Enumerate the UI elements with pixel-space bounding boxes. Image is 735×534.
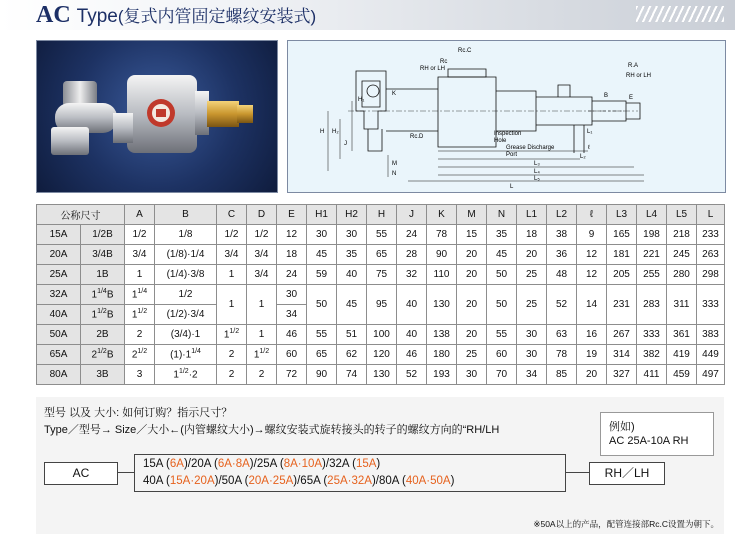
cell-d: 3/4 <box>247 265 277 285</box>
size-inch: 2B <box>81 325 125 345</box>
cell-l1: 25 <box>517 285 547 325</box>
size-mm: 65A <box>37 345 81 365</box>
outer-size-text: )/80A ( <box>371 475 406 487</box>
table-header-row <box>37 205 725 225</box>
cell-j: 32 <box>397 265 427 285</box>
cell-l5: 361 <box>667 325 697 345</box>
cell-l5: 245 <box>667 245 697 265</box>
cell-j: 24 <box>397 225 427 245</box>
col-header: L3 <box>607 205 637 225</box>
cell-l2: 63 <box>547 325 577 345</box>
label-m: M <box>392 161 397 167</box>
cell-l2: 48 <box>547 265 577 285</box>
cell-d: 3/4 <box>247 245 277 265</box>
label-ra: R.A <box>628 63 639 69</box>
cell-a <box>125 285 155 305</box>
cell-m: 20 <box>457 265 487 285</box>
col-header: J <box>397 205 427 225</box>
label-h: H <box>320 129 325 135</box>
cell-n: 55 <box>487 325 517 345</box>
label-l1: L₁ <box>587 129 593 135</box>
cell-a: 3/4 <box>125 245 155 265</box>
example-value: AC 25A-10A RH <box>609 435 689 447</box>
size-mm: 25A <box>37 265 81 285</box>
col-header: C <box>217 205 247 225</box>
cell-l3: 181 <box>607 245 637 265</box>
cell-d <box>247 345 277 365</box>
a-whole: 1 <box>131 289 138 301</box>
cell-h2: 35 <box>337 245 367 265</box>
a-fraction: 1/2 <box>137 308 148 316</box>
cell-l3: 327 <box>607 365 637 385</box>
table-row <box>37 245 725 265</box>
cell-l3: 205 <box>607 265 637 285</box>
size-options-line-1 <box>143 458 380 470</box>
type-box: AC <box>44 462 118 485</box>
cell-m: 30 <box>457 365 487 385</box>
label-j: J <box>344 141 347 147</box>
cell-k: 138 <box>427 325 457 345</box>
dimension-drawing <box>287 40 726 193</box>
col-header: N <box>487 205 517 225</box>
col-header: L1 <box>517 205 547 225</box>
cell-h1: 45 <box>307 245 337 265</box>
size-inch <box>81 285 125 305</box>
example-title: 例如) <box>609 421 635 433</box>
size-mm: 40A <box>37 305 81 325</box>
inch-whole: 2 <box>91 349 98 361</box>
cell-l2: 36 <box>547 245 577 265</box>
cell-h: 130 <box>367 365 397 385</box>
cell-j: 40 <box>397 325 427 345</box>
inch-fraction: 1/2 <box>97 348 107 356</box>
cell-h1: 90 <box>307 365 337 385</box>
label-grease: Grease Discharge <box>506 145 555 151</box>
col-header: H2 <box>337 205 367 225</box>
cell-b: 1/2 <box>155 285 217 305</box>
col-header: L4 <box>637 205 667 225</box>
cell-m: 25 <box>457 345 487 365</box>
technical-drawing <box>288 41 725 192</box>
inner-thread-size: 15A <box>355 458 377 470</box>
cell-ell: 20 <box>577 365 607 385</box>
b-whole: 1 <box>173 369 179 381</box>
dimension-table <box>36 204 725 385</box>
inner-thread-size: 20A·25A <box>248 475 294 487</box>
inch-fraction: 1/4 <box>97 288 107 296</box>
header-bar <box>0 0 735 30</box>
connector-line <box>117 472 134 473</box>
cell-e: 30 <box>277 285 307 305</box>
cell-l3: 314 <box>607 345 637 365</box>
d-fraction: 1/2 <box>259 348 270 356</box>
cell-h: 120 <box>367 345 397 365</box>
size-mm: 50A <box>37 325 81 345</box>
cell-l5: 280 <box>667 265 697 285</box>
cell-l: 298 <box>697 265 725 285</box>
cell-ell: 16 <box>577 325 607 345</box>
cell-c: 1/2 <box>217 225 247 245</box>
label-l5: L₅ <box>534 176 540 182</box>
cell-b: (1/8)·1/4 <box>155 245 217 265</box>
cell-b: (1/4)·3/8 <box>155 265 217 285</box>
size-mm: 15A <box>37 225 81 245</box>
cell-n: 50 <box>487 285 517 325</box>
cell-j: 40 <box>397 285 427 325</box>
cell-k: 90 <box>427 245 457 265</box>
col-header: A <box>125 205 155 225</box>
title-model: AC <box>36 2 71 28</box>
cell-a: 1 <box>125 265 155 285</box>
inch-whole: 1 <box>91 289 98 301</box>
cell-l1: 30 <box>517 345 547 365</box>
label-l3: L₃ <box>534 161 540 167</box>
col-header: ℓ <box>577 205 607 225</box>
outer-size-text: 15A ( <box>143 458 170 470</box>
cell-n: 35 <box>487 225 517 245</box>
col-header: M <box>457 205 487 225</box>
cell-j: 46 <box>397 345 427 365</box>
cell-n: 45 <box>487 245 517 265</box>
cell-l2: 52 <box>547 285 577 325</box>
page-title <box>36 2 316 29</box>
cell-e: 46 <box>277 325 307 345</box>
cell-l4: 411 <box>637 365 667 385</box>
table-row <box>37 345 725 365</box>
b-fraction: 1/2 <box>178 368 189 376</box>
cell-l4: 382 <box>637 345 667 365</box>
cell-k: 78 <box>427 225 457 245</box>
cell-a: 2 <box>125 325 155 345</box>
product-photo <box>36 40 278 193</box>
cell-l2: 78 <box>547 345 577 365</box>
label-inspection: Inspection <box>494 131 522 137</box>
cell-h1: 65 <box>307 345 337 365</box>
table-row <box>37 285 725 305</box>
cell-l: 449 <box>697 345 725 365</box>
cell-e: 24 <box>277 265 307 285</box>
cell-a <box>125 305 155 325</box>
col-header: E <box>277 205 307 225</box>
cell-n: 60 <box>487 345 517 365</box>
inch-fraction: 1/2 <box>97 308 107 316</box>
label-h2: H₂ <box>332 129 339 135</box>
c-fraction: 1/2 <box>229 328 240 336</box>
cell-d: 1/2 <box>247 225 277 245</box>
title-description: (复式内管固定螺纹安装式) <box>117 7 317 26</box>
cell-l3: 231 <box>607 285 637 325</box>
direction-box: RH／LH <box>589 462 665 485</box>
cell-j: 52 <box>397 365 427 385</box>
col-header: L5 <box>667 205 697 225</box>
cell-l1: 18 <box>517 225 547 245</box>
outer-size-text: )/25A ( <box>249 458 284 470</box>
a-fraction: 1/4 <box>137 288 148 296</box>
col-header: L <box>697 205 725 225</box>
table-row <box>37 225 725 245</box>
cell-l3: 165 <box>607 225 637 245</box>
b-fraction: 1/4 <box>191 348 201 356</box>
cell-ell: 12 <box>577 245 607 265</box>
cell-e: 18 <box>277 245 307 265</box>
cell-l2: 38 <box>547 225 577 245</box>
size-mm: 32A <box>37 285 81 305</box>
table-row <box>37 365 725 385</box>
inch-unit: B <box>106 309 114 321</box>
size-inch: 3/4B <box>81 245 125 265</box>
cell-l1: 25 <box>517 265 547 285</box>
inner-thread-size: 25A·32A <box>327 475 372 487</box>
cell-c: 2 <box>217 345 247 365</box>
cell-c: 3/4 <box>217 245 247 265</box>
cell-h1: 50 <box>307 285 337 325</box>
cell-l: 233 <box>697 225 725 245</box>
size-inch: 1/2B <box>81 225 125 245</box>
cell-n: 50 <box>487 265 517 285</box>
cell-d: 1 <box>247 285 277 325</box>
order-explanation: Type／型号→ Size／大小←(内管螺纹大小)→螺纹安装式旋转接头的转子的螺纹方向的“RH/LH <box>44 424 500 436</box>
cell-e: 72 <box>277 365 307 385</box>
label-rc-d: Rc.D <box>410 134 424 140</box>
cell-d: 1 <box>247 325 277 345</box>
cell-m: 20 <box>457 325 487 345</box>
table-row <box>37 265 725 285</box>
cell-l: 333 <box>697 285 725 325</box>
cell-h2: 40 <box>337 265 367 285</box>
size-mm: 20A <box>37 245 81 265</box>
cell-k: 180 <box>427 345 457 365</box>
cell-k: 193 <box>427 365 457 385</box>
cell-l4: 255 <box>637 265 667 285</box>
cell-h1: 59 <box>307 265 337 285</box>
example-box <box>600 412 714 456</box>
label-port: Port <box>506 152 518 158</box>
inch-unit: B <box>106 349 114 361</box>
inner-thread-size: 6A·8A <box>217 458 250 470</box>
cell-k: 110 <box>427 265 457 285</box>
cell-m: 15 <box>457 225 487 245</box>
cell-ell: 9 <box>577 225 607 245</box>
a-fraction: 1/2 <box>137 348 148 356</box>
footnote: ※50A以上的产品，配管连接部Rc.C设置为朝下。 <box>533 519 719 529</box>
cell-l4: 221 <box>637 245 667 265</box>
col-header: L2 <box>547 205 577 225</box>
cell-h2: 74 <box>337 365 367 385</box>
cell-k: 130 <box>427 285 457 325</box>
col-header: H1 <box>307 205 337 225</box>
cell-b <box>155 365 217 385</box>
cell-c: 1 <box>217 285 247 325</box>
cell-d: 2 <box>247 365 277 385</box>
label-l: L <box>510 184 514 190</box>
cell-h2: 62 <box>337 345 367 365</box>
size-inch: 3B <box>81 365 125 385</box>
cell-b: 1/8 <box>155 225 217 245</box>
outer-size-text: )/50A ( <box>214 475 249 487</box>
cell-l1: 34 <box>517 365 547 385</box>
cell-l1: 20 <box>517 245 547 265</box>
cell-ell: 19 <box>577 345 607 365</box>
cell-l5: 311 <box>667 285 697 325</box>
cell-c: 2 <box>217 365 247 385</box>
cell-e: 34 <box>277 305 307 325</box>
order-question: 型号 以及 大小: 如何订购？指示尺寸？ <box>44 407 233 419</box>
cell-l4: 333 <box>637 325 667 345</box>
cell-h2: 51 <box>337 325 367 345</box>
cell-m: 20 <box>457 245 487 265</box>
cell-e: 60 <box>277 345 307 365</box>
label-rh-lh-left: RH or LH <box>420 66 446 72</box>
cell-l2: 85 <box>547 365 577 385</box>
outer-size-text: ) <box>450 475 455 487</box>
cell-h2: 30 <box>337 225 367 245</box>
cell-l: 383 <box>697 325 725 345</box>
table-row <box>37 325 725 345</box>
inch-unit: B <box>106 289 114 301</box>
cell-b: (1/2)·3/4 <box>155 305 217 325</box>
a-whole: 1 <box>131 309 138 321</box>
decorative-stripes <box>636 6 724 22</box>
inner-thread-size: 6A <box>169 458 184 470</box>
label-h1: H₁ <box>358 97 365 103</box>
label-l2: L₂ <box>580 154 586 160</box>
label-e: E <box>629 95 634 101</box>
col-header: H <box>367 205 397 225</box>
cell-e: 12 <box>277 225 307 245</box>
a-whole: 2 <box>131 349 138 361</box>
inner-thread-size: 8A·10A <box>283 458 323 470</box>
cell-l4: 198 <box>637 225 667 245</box>
size-options-line-2 <box>143 475 454 487</box>
size-bracket-right <box>557 454 566 492</box>
size-inch: 1B <box>81 265 125 285</box>
c-whole: 1 <box>223 329 230 341</box>
cell-h: 65 <box>367 245 397 265</box>
label-l4: L₄ <box>534 169 540 175</box>
outer-size-text: )/32A ( <box>322 458 356 470</box>
label-k: K <box>392 91 397 97</box>
cell-h: 55 <box>367 225 397 245</box>
cell-h1: 30 <box>307 225 337 245</box>
outer-size-text: 40A ( <box>143 475 170 487</box>
inner-thread-size: 15A·20A <box>169 475 215 487</box>
col-header: K <box>427 205 457 225</box>
label-rh-lh-right: RH or LH <box>626 73 652 79</box>
label-rc: Rc <box>440 59 448 65</box>
cell-h: 95 <box>367 285 397 325</box>
outer-size-text: )/20A ( <box>183 458 218 470</box>
col-header-size: 公称尺寸 <box>37 205 125 225</box>
cell-ell: 14 <box>577 285 607 325</box>
cell-l3: 267 <box>607 325 637 345</box>
b-tail: ·2 <box>188 369 198 381</box>
outer-size-text: ) <box>376 458 381 470</box>
cell-b: (3/4)·1 <box>155 325 217 345</box>
cell-l5: 218 <box>667 225 697 245</box>
col-header: B <box>155 205 217 225</box>
cell-h: 100 <box>367 325 397 345</box>
label-ell: ℓ <box>588 145 590 151</box>
cell-h2: 45 <box>337 285 367 325</box>
label-n: N <box>392 171 397 177</box>
cell-l5: 459 <box>667 365 697 385</box>
cell-l4: 283 <box>637 285 667 325</box>
cell-c: 1 <box>217 265 247 285</box>
col-header: D <box>247 205 277 225</box>
cell-l: 263 <box>697 245 725 265</box>
rotary-joint-photo <box>37 41 277 192</box>
size-inch <box>81 345 125 365</box>
cell-l1: 30 <box>517 325 547 345</box>
b-text: (1)·1 <box>170 349 192 361</box>
cell-h1: 55 <box>307 325 337 345</box>
cell-a: 3 <box>125 365 155 385</box>
label-b: B <box>604 93 609 99</box>
cell-b <box>155 345 217 365</box>
cell-m: 20 <box>457 285 487 325</box>
connector-line <box>566 472 589 473</box>
cell-j: 28 <box>397 245 427 265</box>
cell-l5: 419 <box>667 345 697 365</box>
cell-a: 1/2 <box>125 225 155 245</box>
cell-n: 70 <box>487 365 517 385</box>
cell-c <box>217 325 247 345</box>
outer-size-text: )/65A ( <box>293 475 328 487</box>
cell-a <box>125 345 155 365</box>
label-hole: Hole <box>494 138 507 144</box>
size-inch <box>81 305 125 325</box>
size-mm: 80A <box>37 365 81 385</box>
cell-h: 75 <box>367 265 397 285</box>
label-rc-c: Rc.C <box>458 48 472 54</box>
title-type: Type <box>76 6 118 27</box>
d-whole: 1 <box>253 349 260 361</box>
cell-ell: 12 <box>577 265 607 285</box>
inch-whole: 1 <box>91 309 98 321</box>
cell-l: 497 <box>697 365 725 385</box>
inner-thread-size: 40A·50A <box>405 475 451 487</box>
